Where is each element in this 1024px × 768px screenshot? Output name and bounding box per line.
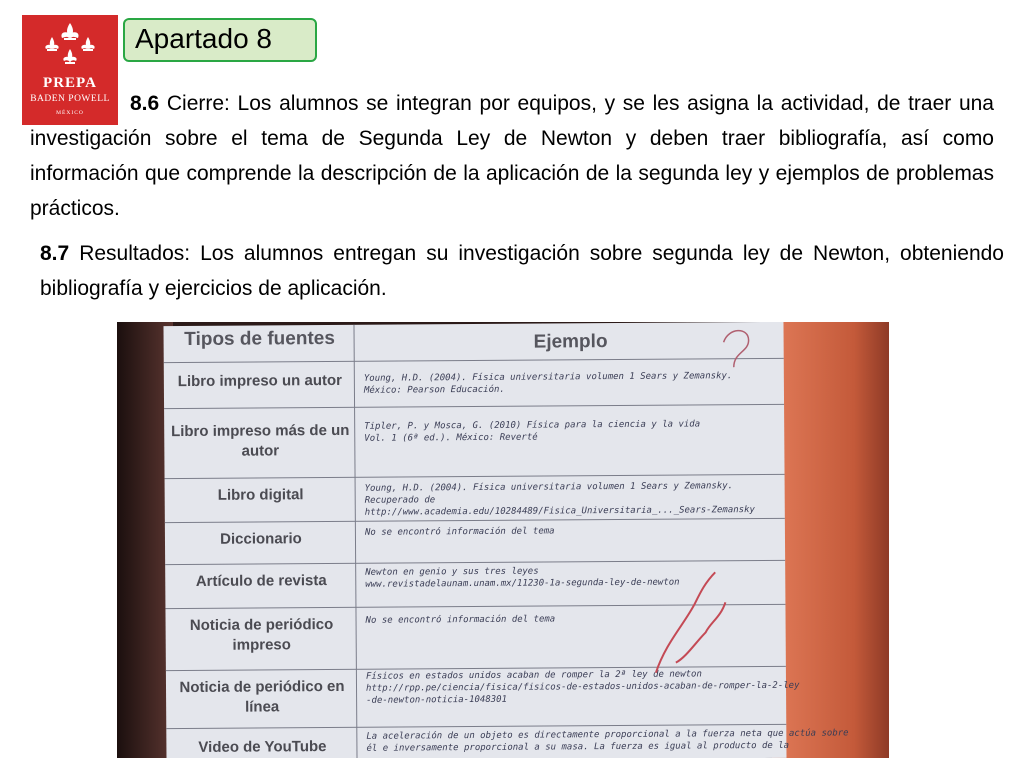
question-mark-scribble	[703, 322, 773, 382]
paragraph-number: 8.7	[40, 242, 70, 265]
paragraph-text: Resultados: Los alumnos entregan su investigación sobre segunda ley de Newton, obteniendo bibliografía y ejercicios de aplicación.	[40, 242, 1004, 300]
row-handwriting: Young, H.D. (2004). Física universitaria volumen 1 Sears y Zemansky. México: Pearson Educación.	[363, 371, 733, 396]
row-handwriting: Newton en genio y sus tres leyes www.revistadelaunam.unam.mx/11230-1a-segunda-ley-de-newton	[365, 566, 680, 590]
row-handwriting: Tipler, P. y Mosca, G. (2010) Física para la ciencia y la vida Vol. 1 (6ª ed.). México: Reverté	[364, 419, 701, 444]
logo-text-mexico: MÉXICO	[56, 110, 84, 116]
fleur-de-lis-icon	[22, 19, 118, 75]
worksheet-sheet	[163, 322, 849, 758]
paragraph-8-6	[30, 86, 994, 226]
section-title: Apartado 8	[135, 23, 272, 54]
paragraph-text: Cierre: Los alumnos se integran por equipos, y se les asigna la actividad, de traer una investigación sobre el tema de Segunda Ley de Newton y deben traer bibliografía, así como información que comprende la descripción de la aplicación de la segunda ley y ejemplos de problemas prácticos.	[30, 92, 994, 220]
row-label: Noticia de periódico impreso	[189, 615, 334, 654]
logo-text-baden-powell: BADEN POWELL	[30, 94, 110, 104]
table-row	[165, 474, 785, 479]
signature-scribble	[635, 562, 756, 683]
section-title-box	[123, 18, 317, 62]
row-handwriting: No se encontró información del tema	[364, 526, 555, 538]
table-row	[165, 518, 785, 523]
table-row	[164, 358, 784, 363]
row-label: Artículo de revista	[195, 572, 327, 590]
paragraph-8-7	[40, 236, 1004, 306]
row-handwriting: No se encontró información del tema	[365, 614, 556, 626]
logo-text-prepa: PREPA	[43, 75, 97, 91]
table-row	[164, 404, 784, 409]
row-label: Noticia de periódico en línea	[179, 677, 345, 716]
table-header-left: Tipos de fuentes	[184, 327, 335, 351]
row-label: Diccionario	[220, 530, 302, 548]
worksheet-photo	[117, 322, 889, 758]
row-label: Video de YouTube	[198, 738, 327, 756]
paragraph-number: 8.6	[130, 92, 160, 115]
row-handwriting: La aceleración de un objeto es directamente proporcional a la fuerza neta que actúa sobre él e inversamente proporcional a su masa. La fuerza es igual al producto de la	[366, 728, 849, 754]
table-header-right: Ejemplo	[533, 331, 608, 353]
row-handwriting: Young, H.D. (2004). Física universitaria volumen 1 Sears y Zemansky. Recuperado de http://www.academia.edu/10284489/Fisica_Universitaria_..._Sears-Zemansky	[364, 481, 755, 518]
row-label: Libro impreso más de un autor	[170, 421, 350, 460]
row-handwriting: Físicos en estados unidos acaban de romper la 2ª ley de newton http://rpp.pe/ciencia/fisica/fisicos-de-estados-unidos-acaban-de-romper-la-2-ley -de-newton-noticia-1048301	[365, 669, 800, 706]
row-label: Libro impreso un autor	[177, 371, 343, 391]
row-label: Libro digital	[217, 486, 304, 504]
